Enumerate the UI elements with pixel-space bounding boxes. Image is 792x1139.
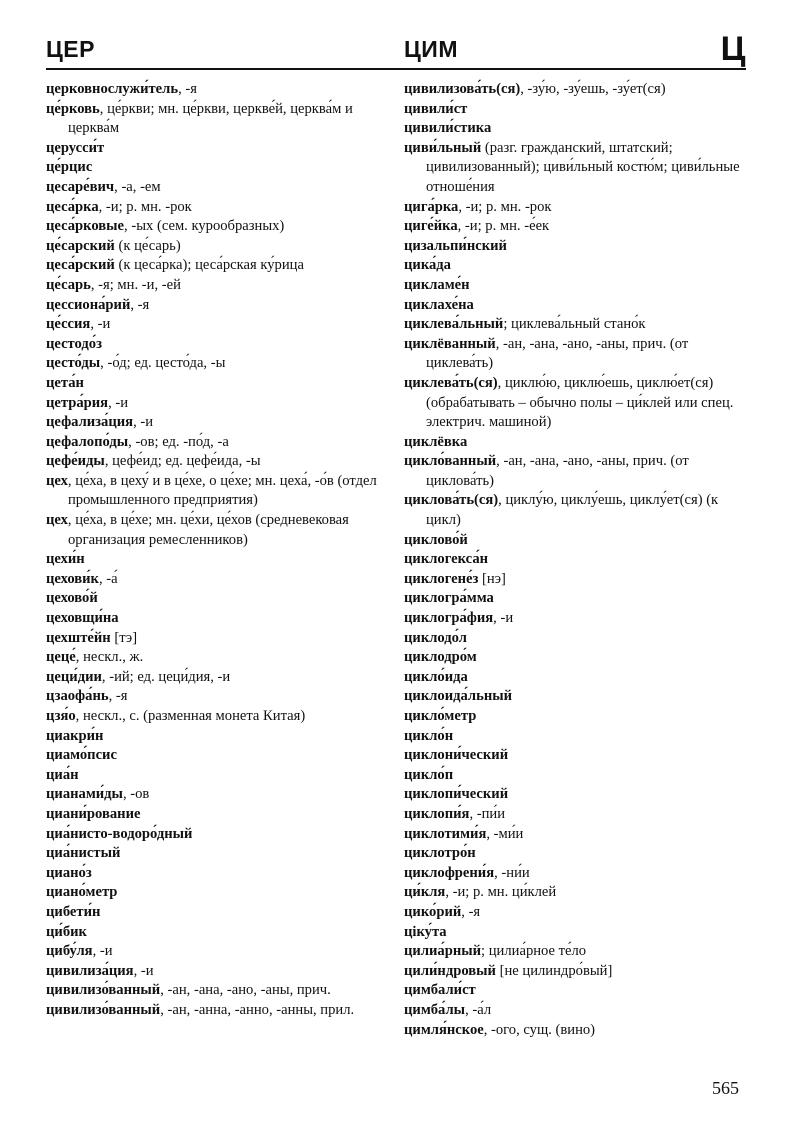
dictionary-entry [46,962,391,982]
dictionary-entry [404,139,749,198]
entry-headword: циакри́н [46,727,104,744]
dictionary-entry [46,256,391,276]
right-column [404,80,749,1040]
entry-headword: цивили́стика [404,120,492,137]
entry-headword: циклёвка [404,433,468,450]
dictionary-entry [404,589,749,609]
header-section-letter: Ц [720,30,746,68]
dictionary-entry [404,100,749,120]
entry-definition: , -я [108,688,128,705]
entry-headword: цефе́иды [46,453,105,470]
dictionary-entry [404,256,749,276]
dictionary-entry [404,903,749,923]
entry-definition: , -ан, -ана, -ано, -аны, прич. [160,982,331,999]
entry-headword: цизальпи́нский [404,237,507,254]
entry-definition: , -ов; ед. -по́д, -а [128,433,229,450]
entry-headword: цех [46,472,68,489]
entry-headword: цига́рка [404,198,459,215]
entry-definition: (к цеса́рка); цеса́рская ку́рица [114,257,304,274]
dictionary-entry [404,452,749,491]
dictionary-entry [404,962,749,982]
entry-headword: циклёванный [404,335,496,352]
entry-definition: , -ни́и [494,864,530,881]
entry-definition: , -и [90,316,111,333]
dictionary-entry [404,648,749,668]
entry-definition: , нескл., с. (разменная монета Китая) [75,708,306,724]
dictionary-entry [404,707,749,727]
entry-headword: цессиона́рий [46,296,131,313]
entry-headword: цикло́метр [404,708,477,724]
entry-headword: циклогра́фия [404,610,494,627]
entry-headword: циклогра́мма [404,590,494,607]
entry-definition: , -и [493,610,514,627]
entry-headword: циклотими́я [404,825,487,842]
entry-headword: цимба́лы [404,1001,466,1018]
dictionary-entry [404,1021,749,1041]
entry-headword: циклева́льный [404,316,504,333]
entry-definition: , -а, -ем [114,178,161,195]
entry-headword: цибу́ля [46,943,93,960]
entry-definition: , -ан, -ана, -ано, -аны, прич. (от циклова́ть) [426,453,689,489]
entry-definition: ; циклева́льный стано́к [503,316,646,333]
entry-headword: циклово́й [404,531,468,548]
entry-headword: цивилиза́ция [46,962,134,979]
entry-headword: циви́льный [404,139,482,156]
entry-headword: цехште́йн [46,629,111,646]
entry-headword: церусси́т [46,139,105,156]
entry-headword: цикламе́н [404,276,470,293]
entry-headword: цикло́п [404,766,454,783]
dictionary-entry [404,923,749,943]
entry-headword: це́сарь [46,276,91,293]
dictionary-entry [46,727,391,747]
dictionary-entry [46,746,391,766]
dictionary-entry [404,687,749,707]
entry-definition: , -пи́и [469,805,506,822]
entry-headword: цикло́ванный [404,453,497,470]
dictionary-entry [46,100,391,139]
dictionary-entry [404,550,749,570]
dictionary-entry [46,550,391,570]
dictionary-entry [46,825,391,845]
dictionary-entry [404,433,749,453]
dictionary-entry [46,1001,391,1021]
page-number: 565 [712,1078,739,1098]
entry-headword: циклоида́льный [404,688,513,705]
entry-headword: циано́метр [46,884,118,901]
entry-definition: , -о́д; ед. цесто́да, -ы [100,355,226,372]
entry-headword: це́сарский [46,237,115,254]
entry-headword: цефализа́ция [46,414,134,431]
entry-definition: , цефе́ид; ед. цефе́ида, -ы [104,453,261,470]
entry-definition: , -а́л [465,1001,492,1018]
dictionary-entry [404,942,749,962]
dictionary-entry [46,433,391,453]
dictionary-entry [46,315,391,335]
dictionary-entry [46,139,391,159]
entry-headword: цестодо́з [46,335,102,352]
entry-headword: цеса́рковые [46,218,125,235]
dictionary-entry [46,158,391,178]
dictionary-entry [404,785,749,805]
entry-definition: , циклю́ю, циклю́ешь, циклю́ет(ся) (обрабатывать – обычно полы – ци́клей или спец. электрич. машиной) [426,374,734,431]
entry-definition: (разг. гражданский, штатский; цивилизованный); циви́льный костю́м; циви́льные отноше́ния [426,139,740,195]
dictionary-entry [404,374,749,433]
dictionary-entry [46,237,391,257]
entry-headword: циано́з [46,864,92,881]
entry-headword: циклодро́м [404,649,477,666]
dictionary-entry [46,687,391,707]
entry-headword: цеци́дии [46,668,102,685]
entry-headword: цефалопо́ды [46,433,129,450]
entry-headword: цилиа́рный [404,943,482,960]
entry-headword: цивилизо́ванный [46,1001,161,1018]
dictionary-entry [46,844,391,864]
entry-definition: , це́ха, в це́хе; мн. це́хи, це́хов (средневековая организация ремесленников) [67,512,349,548]
entry-headword: цикло́ида [404,668,468,685]
entry-headword: циклопи́я [404,805,470,822]
dictionary-entry [404,727,749,747]
entry-definition: [нэ] [478,570,506,587]
dictionary-entry [46,766,391,786]
entry-definition: , -и [133,414,154,431]
entry-headword: цеса́рка [46,198,99,215]
dictionary-entry [46,472,391,511]
dictionary-entry [46,883,391,903]
entry-headword: цивилизова́ть(ся) [404,81,521,97]
dictionary-entry [46,374,391,394]
dictionary-entry [46,942,391,962]
entry-headword: цили́ндровый [404,962,496,979]
dictionary-entry [46,805,391,825]
header-last-word: ЦИМ [404,36,458,62]
entry-headword: це́рковь [46,100,100,117]
dictionary-entry [404,531,749,551]
entry-headword: цимбали́ст [404,982,476,999]
dictionary-entry [46,570,391,590]
dictionary-entry [46,903,391,923]
entry-headword: циклахе́на [404,296,474,313]
entry-headword: циклофрени́я [404,864,495,881]
dictionary-entry [46,394,391,414]
entry-headword: цехови́к [46,570,99,587]
dictionary-entry [46,648,391,668]
dictionary-entry [46,452,391,472]
entry-headword: цзя́о [46,708,76,724]
entry-headword: циклодо́л [404,629,467,646]
dictionary-entry [46,707,391,727]
entry-headword: це́ссия [46,316,91,333]
dictionary-entry [46,589,391,609]
entry-definition: , -а́ [98,570,118,587]
header-rule [46,68,746,70]
entry-headword: ци́кля [404,884,446,901]
entry-headword: цимля́нское [404,1021,484,1038]
dictionary-entry [404,237,749,257]
entry-definition: , -ых (сем. курообразных) [124,218,285,235]
entry-headword: циклогене́з [404,570,479,587]
entry-headword: цика́да [404,257,451,274]
entry-headword: цетра́рия [46,394,109,411]
dictionary-entry [46,668,391,688]
entry-definition: , -ий; ед. цеци́дия, -и [101,668,231,685]
entry-headword: цех [46,512,68,529]
entry-definition: , -ми́и [486,825,524,842]
entry-definition: , -и; р. мн. -е́ек [457,218,550,235]
dictionary-entry [46,785,391,805]
dictionary-entry [404,981,749,1001]
entry-definition: , це́ха, в цеху́ и в це́хе, о це́хе; мн. цеха́, -о́в (отдел промышленного предприятия) [67,472,377,509]
entry-headword: циа́н [46,766,79,783]
entry-definition: , -я [461,903,481,920]
dictionary-entry [404,746,749,766]
entry-headword: цико́рий [404,903,462,920]
dictionary-entry [404,491,749,530]
entry-headword: це́рцис [46,159,93,176]
entry-headword: циклопи́ческий [404,786,509,803]
entry-headword: цесаре́вич [46,178,115,195]
entry-definition: , -и [133,962,154,979]
dictionary-entry [404,864,749,884]
entry-headword: циге́йка [404,218,458,235]
entry-definition: , -и; р. мн. -рок [98,198,192,215]
dictionary-entry [404,805,749,825]
header-first-word: ЦЕР [46,36,95,62]
dictionary-entry [46,981,391,1001]
entry-headword: цзаофа́нь [46,688,109,705]
dictionary-entry [46,629,391,649]
entry-headword: цикло́н [404,727,454,744]
entry-definition: , -и [108,394,129,411]
entry-headword: циклотро́н [404,845,476,862]
entry-definition: , -и; р. мн. ци́клей [445,884,557,901]
entry-headword: цианами́ды [46,786,123,803]
entry-definition: , це́ркви; мн. це́ркви, церкве́й, церква́м и церква́м [68,100,353,137]
dictionary-entry [404,570,749,590]
dictionary-entry [404,276,749,296]
entry-headword: цибети́н [46,903,101,920]
entry-headword: циамо́псис [46,747,117,764]
dictionary-entry [46,354,391,374]
entry-headword: цехово́й [46,590,98,607]
dictionary-entry [404,883,749,903]
entry-headword: циа́нисто-водоро́дный [46,825,193,842]
entry-headword: цеса́рский [46,257,115,274]
dictionary-entry [404,1001,749,1021]
entry-headword: цеце́ [46,649,76,666]
dictionary-entry [46,217,391,237]
entry-definition: , -и; р. мн. -рок [458,198,552,215]
entry-definition: , -я; мн. -и, -ей [90,276,181,293]
dictionary-entry [46,413,391,433]
dictionary-entry [46,864,391,884]
dictionary-entry [404,844,749,864]
dictionary-entry [46,198,391,218]
running-header [46,30,746,76]
dictionary-entry [46,511,391,550]
entry-headword: цета́н [46,374,84,391]
entry-definition: , -я [178,81,197,97]
dictionary-entry [404,119,749,139]
dictionary-entry [404,766,749,786]
dictionary-entry [404,80,749,100]
entry-headword: цехи́н [46,551,85,568]
entry-headword: циани́рование [46,805,141,822]
entry-headword: циклогекса́н [404,551,489,568]
entry-definition: [не цилиндро́вый] [495,962,613,979]
entry-definition: , -зу́ю, -зу́ешь, -зу́ет(ся) [520,81,666,97]
dictionary-entry [46,296,391,316]
dictionary-entry [46,335,391,355]
dictionary-entry [46,276,391,296]
entry-definition: , -ан, -ана, -ано, -аны, прич. (от циклева́ть) [426,335,689,372]
left-column [46,80,391,1021]
dictionary-entry [46,923,391,943]
entry-definition: , нескл., ж. [75,649,144,666]
dictionary-entry [404,668,749,688]
entry-definition: , -и [92,943,113,960]
entry-definition: , -я [130,296,150,313]
entry-headword: цивили́ст [404,100,468,117]
entry-headword: циклева́ть(ся) [404,374,498,391]
entry-definition: , -ого, сущ. (вино) [483,1021,596,1038]
dictionary-entry [404,629,749,649]
entry-headword: циа́нистый [46,845,121,862]
entry-definition: , циклу́ю, циклу́ешь, циклу́ет(ся) (к цикл) [426,492,719,529]
dictionary-entry [46,80,391,100]
entry-headword: цесто́ды [46,355,101,372]
entry-definition: , -ов [122,786,150,803]
entry-headword: ци́бик [46,923,87,940]
dictionary-entry [404,198,749,218]
dictionary-entry [404,609,749,629]
entry-headword: церковнослужи́тель [46,81,179,97]
dictionary-entry [404,335,749,374]
entry-headword: циклони́ческий [404,747,509,764]
entry-headword: ціку́та [404,923,447,940]
dictionary-entry [46,178,391,198]
dictionary-entry [404,296,749,316]
entry-definition: [тэ] [110,629,138,646]
dictionary-entry [404,315,749,335]
entry-definition: (к це́сарь) [114,237,181,254]
dictionary-entry [404,217,749,237]
entry-headword: цеховщи́на [46,610,119,627]
entry-definition: , -ан, -анна, -анно, -анны, прил. [160,1001,355,1018]
entry-headword: циклова́ть(ся) [404,492,499,509]
dictionary-entry [404,825,749,845]
entry-definition: ; цилиа́рное те́ло [481,943,587,960]
dictionary-entry [46,609,391,629]
entry-headword: цивилизо́ванный [46,982,161,999]
